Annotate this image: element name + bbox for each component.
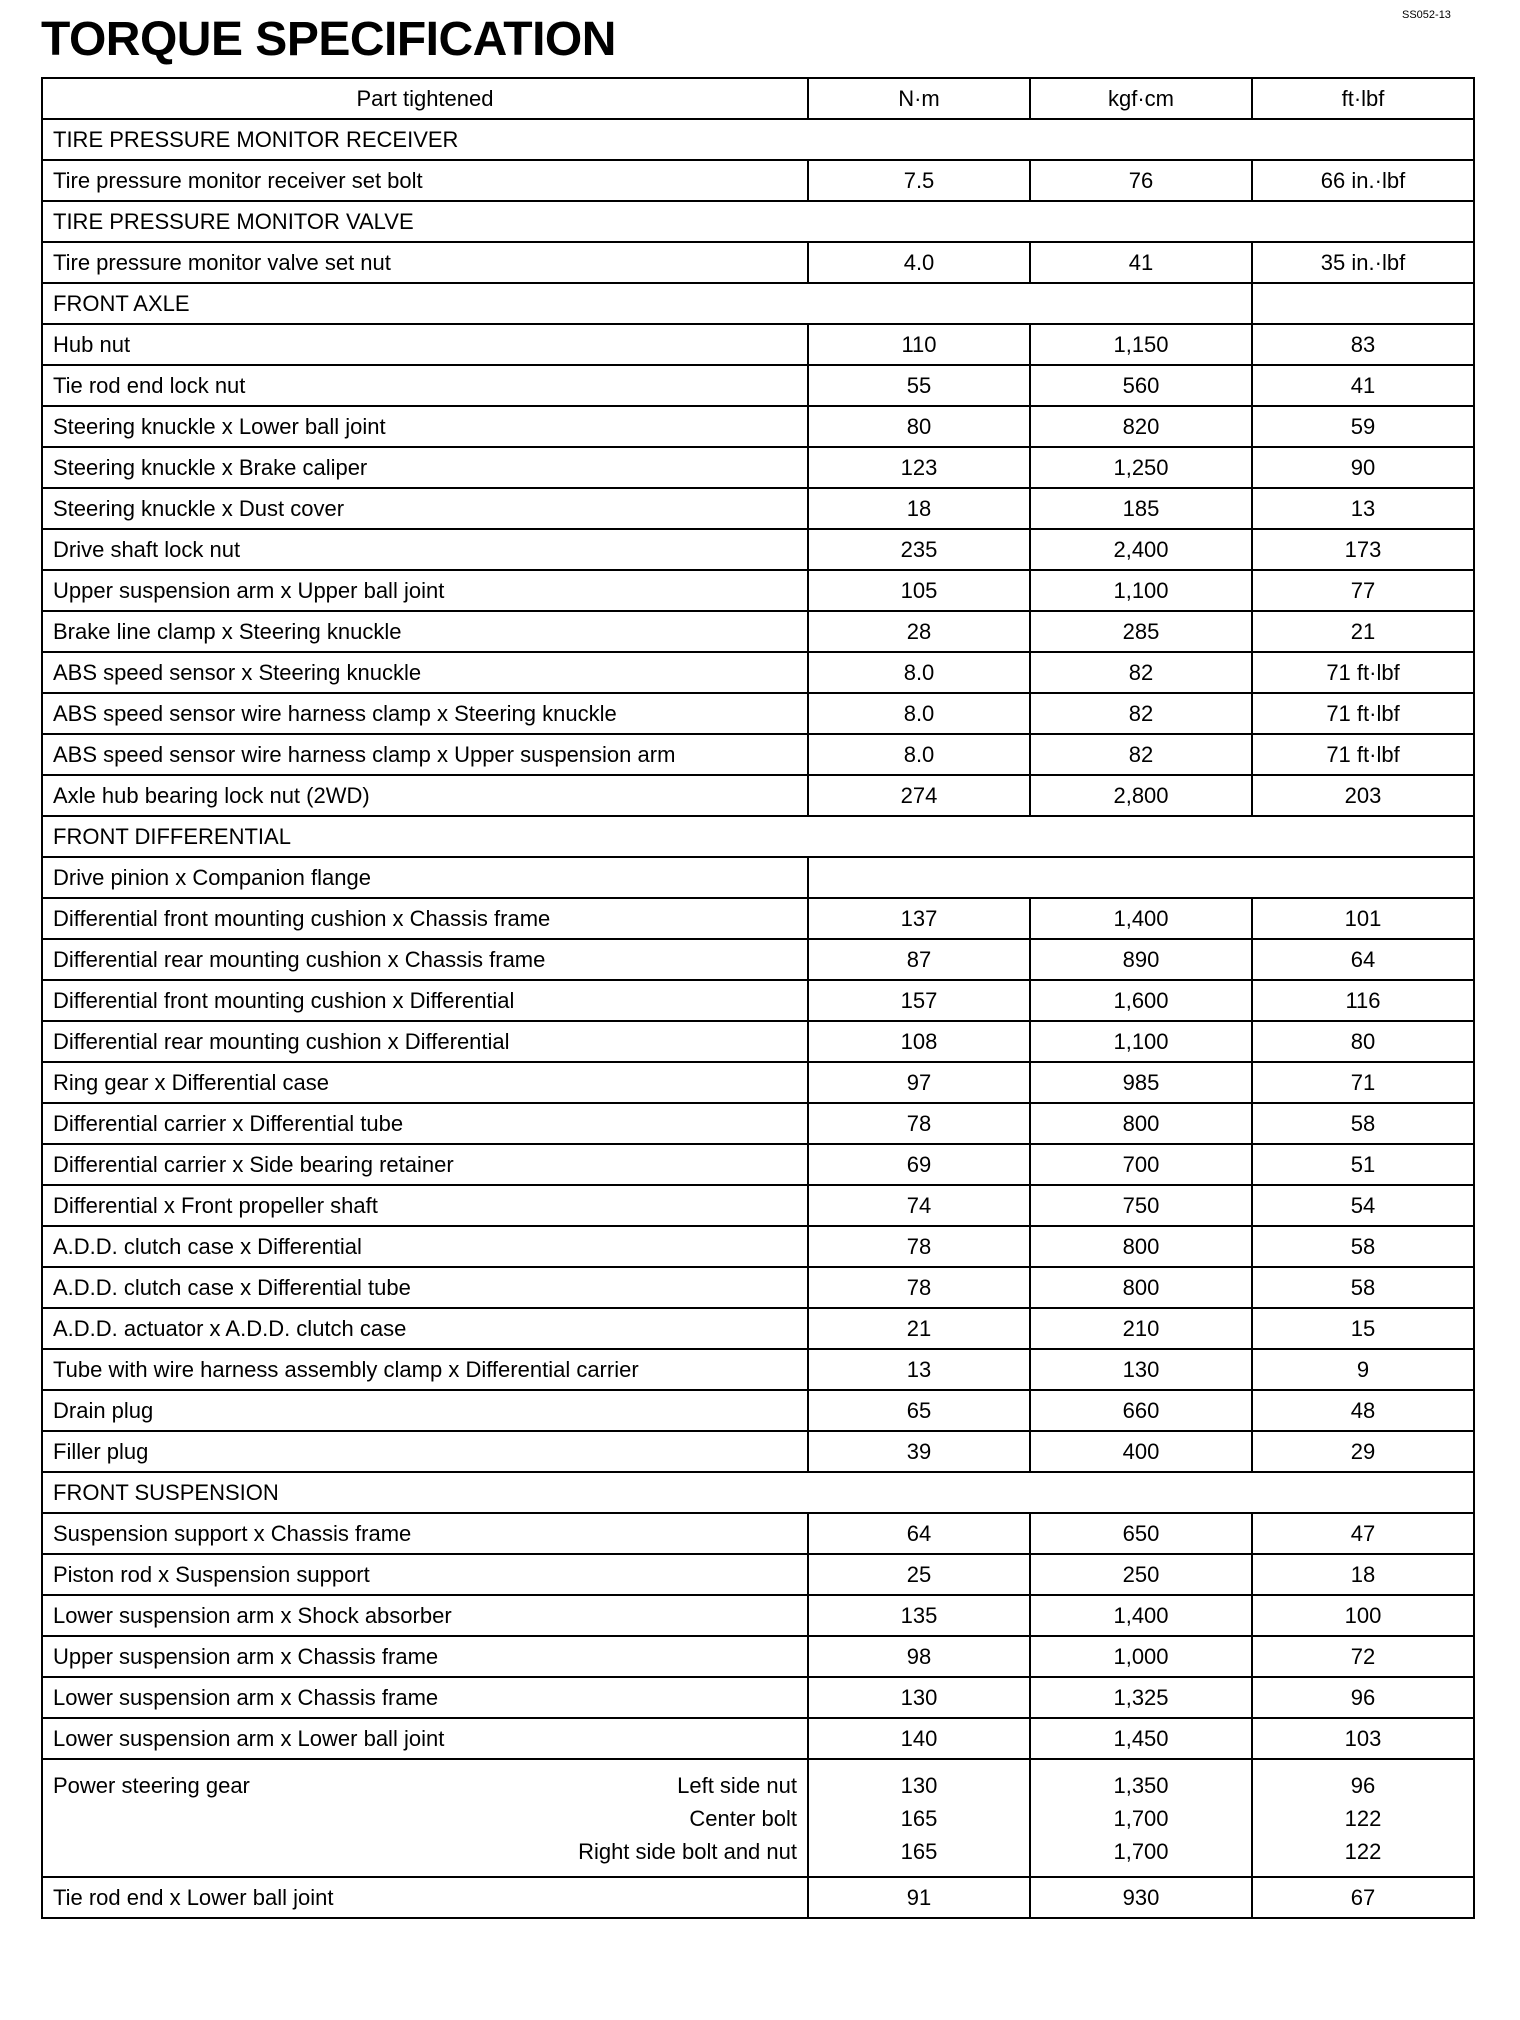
kgfcm-cell: 1,150 [1030, 324, 1252, 365]
power-steering-row [42, 1759, 1474, 1877]
table-row [42, 1718, 1474, 1759]
nm-cell: 123 [808, 447, 1030, 488]
table-row [42, 898, 1474, 939]
kgfcm-cell: 750 [1030, 1185, 1252, 1226]
ftlbf-value: 96 [1350, 1772, 1376, 1798]
nm-cell: 105 [808, 570, 1030, 611]
kgfcm-value: 1,350 [1113, 1772, 1169, 1798]
ftlbf-cell: 66 in.·lbf [1252, 160, 1474, 201]
part-cell: Steering knuckle x Lower ball joint [42, 406, 808, 447]
part-cell: Differential rear mounting cushion x Chassis frame [42, 939, 808, 980]
table-row [42, 406, 1474, 447]
part-cell: A.D.D. actuator x A.D.D. clutch case [42, 1308, 808, 1349]
nm-cell: 18 [808, 488, 1030, 529]
ftlbf-cell: 21 [1252, 611, 1474, 652]
ftlbf-cell: 103 [1252, 1718, 1474, 1759]
ftlbf-cell: 83 [1252, 324, 1474, 365]
ftlbf-cell: 80 [1252, 1021, 1474, 1062]
part-cell: Hub nut [42, 324, 808, 365]
section-row [42, 201, 1474, 242]
torque-spec-table [41, 77, 1475, 1919]
nm-cell: 110 [808, 324, 1030, 365]
part-cell: Differential front mounting cushion x Chassis frame [42, 898, 808, 939]
table-row [42, 775, 1474, 816]
table-row [42, 1636, 1474, 1677]
nm-cell: 25 [808, 1554, 1030, 1595]
page-code: SS052-13 [1402, 9, 1451, 21]
table-row [42, 1677, 1474, 1718]
nm-cell: 8.0 [808, 734, 1030, 775]
ftlbf-value: 122 [1344, 1805, 1382, 1831]
kgfcm-cell: 185 [1030, 488, 1252, 529]
section-title: FRONT AXLE [42, 283, 1252, 324]
nm-cell: 140 [808, 1718, 1030, 1759]
ftlbf-cell: 41 [1252, 365, 1474, 406]
table-row [42, 1877, 1474, 1918]
part-cell: Differential x Front propeller shaft [42, 1185, 808, 1226]
ftlbf-cell: 96 [1252, 1677, 1474, 1718]
nm-value: 165 [900, 1838, 938, 1864]
ftlbf-cell: 72 [1252, 1636, 1474, 1677]
table-row [42, 324, 1474, 365]
table-row [42, 857, 1474, 898]
part-cell: Lower suspension arm x Lower ball joint [42, 1718, 808, 1759]
kgfcm-cell: 800 [1030, 1267, 1252, 1308]
section-row [42, 1472, 1474, 1513]
part-cell: A.D.D. clutch case x Differential [42, 1226, 808, 1267]
sub-label-left-side-nut: Left side nut [677, 1772, 797, 1798]
ftlbf-cell: 101 [1252, 898, 1474, 939]
page-title: TORQUE SPECIFICATION [41, 13, 616, 66]
table-row [42, 1185, 1474, 1226]
kgfcm-value: 1,700 [1113, 1838, 1169, 1864]
part-cell: Tire pressure monitor valve set nut [42, 242, 808, 283]
ftlbf-cell [1252, 1759, 1474, 1877]
table-row [42, 1431, 1474, 1472]
part-cell: Differential rear mounting cushion x Differential [42, 1021, 808, 1062]
table-row [42, 365, 1474, 406]
ftlbf-cell: 67 [1252, 1877, 1474, 1918]
ftlbf-cell: 71 [1252, 1062, 1474, 1103]
table-row [42, 652, 1474, 693]
part-cell: ABS speed sensor wire harness clamp x Steering knuckle [42, 693, 808, 734]
nm-cell: 21 [808, 1308, 1030, 1349]
ftlbf-cell: 35 in.·lbf [1252, 242, 1474, 283]
part-cell: Differential carrier x Differential tube [42, 1103, 808, 1144]
table-row [42, 488, 1474, 529]
nm-cell: 8.0 [808, 693, 1030, 734]
empty-cell [1252, 283, 1474, 324]
table-row [42, 570, 1474, 611]
nm-cell: 274 [808, 775, 1030, 816]
power-steering-sublabels [578, 1769, 797, 1868]
part-cell: Upper suspension arm x Chassis frame [42, 1636, 808, 1677]
ftlbf-cell: 71 ft·lbf [1252, 652, 1474, 693]
ftlbf-cell: 58 [1252, 1103, 1474, 1144]
nm-cell: 64 [808, 1513, 1030, 1554]
nm-cell: 39 [808, 1431, 1030, 1472]
kgfcm-cell: 650 [1030, 1513, 1252, 1554]
nm-cell: 4.0 [808, 242, 1030, 283]
table-row [42, 1226, 1474, 1267]
column-header-part: Part tightened [42, 78, 808, 119]
kgfcm-cell: 41 [1030, 242, 1252, 283]
ftlbf-cell: 59 [1252, 406, 1474, 447]
table-row [42, 611, 1474, 652]
part-cell: Drive pinion x Companion flange [42, 857, 808, 898]
nm-cell: 157 [808, 980, 1030, 1021]
kgfcm-cell: 700 [1030, 1144, 1252, 1185]
ftlbf-cell: 100 [1252, 1595, 1474, 1636]
section-row [42, 816, 1474, 857]
kgfcm-cell: 285 [1030, 611, 1252, 652]
table-row [42, 1390, 1474, 1431]
kgfcm-cell: 985 [1030, 1062, 1252, 1103]
kgfcm-cell: 800 [1030, 1226, 1252, 1267]
table-row [42, 160, 1474, 201]
kgfcm-cell: 1,450 [1030, 1718, 1252, 1759]
table-row [42, 447, 1474, 488]
nm-cell: 80 [808, 406, 1030, 447]
kgfcm-cell: 800 [1030, 1103, 1252, 1144]
kgfcm-cell: 400 [1030, 1431, 1252, 1472]
ftlbf-cell: 15 [1252, 1308, 1474, 1349]
ftlbf-cell: 90 [1252, 447, 1474, 488]
ftlbf-cell: 77 [1252, 570, 1474, 611]
part-cell: Lower suspension arm x Chassis frame [42, 1677, 808, 1718]
nm-cell: 7.5 [808, 160, 1030, 201]
part-cell: Axle hub bearing lock nut (2WD) [42, 775, 808, 816]
ftlbf-cell: 51 [1252, 1144, 1474, 1185]
table-row [42, 693, 1474, 734]
nm-cell: 78 [808, 1103, 1030, 1144]
nm-cell: 130 [808, 1677, 1030, 1718]
kgfcm-cell: 2,400 [1030, 529, 1252, 570]
nm-value: 130 [900, 1772, 938, 1798]
table-row [42, 734, 1474, 775]
kgfcm-cell [1030, 1759, 1252, 1877]
ftlbf-cell: 58 [1252, 1226, 1474, 1267]
part-cell: Steering knuckle x Dust cover [42, 488, 808, 529]
ftlbf-cell: 29 [1252, 1431, 1474, 1472]
ftlbf-cell: 71 ft·lbf [1252, 693, 1474, 734]
table-row [42, 242, 1474, 283]
table-row [42, 1144, 1474, 1185]
table-row [42, 1308, 1474, 1349]
kgfcm-cell: 1,100 [1030, 570, 1252, 611]
kgfcm-cell: 1,250 [1030, 447, 1252, 488]
ftlbf-cell: 18 [1252, 1554, 1474, 1595]
part-cell: Differential front mounting cushion x Differential [42, 980, 808, 1021]
ftlbf-cell: 173 [1252, 529, 1474, 570]
ftlbf-cell: 48 [1252, 1390, 1474, 1431]
part-cell: Steering knuckle x Brake caliper [42, 447, 808, 488]
part-cell: A.D.D. clutch case x Differential tube [42, 1267, 808, 1308]
ftlbf-cell: 58 [1252, 1267, 1474, 1308]
table-row [42, 1513, 1474, 1554]
ftlbf-cell: 116 [1252, 980, 1474, 1021]
header-row [42, 78, 1474, 119]
nm-cell: 65 [808, 1390, 1030, 1431]
section-title: FRONT SUSPENSION [42, 1472, 1474, 1513]
ftlbf-cell: 203 [1252, 775, 1474, 816]
part-cell: Drain plug [42, 1390, 808, 1431]
table-row [42, 1103, 1474, 1144]
kgfcm-cell: 1,100 [1030, 1021, 1252, 1062]
part-cell: Upper suspension arm x Upper ball joint [42, 570, 808, 611]
nm-cell: 74 [808, 1185, 1030, 1226]
power-steering-part [53, 1769, 797, 1868]
ftlbf-value: 122 [1344, 1838, 1382, 1864]
nm-cell: 98 [808, 1636, 1030, 1677]
table-row [42, 1267, 1474, 1308]
nm-cell: 8.0 [808, 652, 1030, 693]
nm-cell: 137 [808, 898, 1030, 939]
column-header-nm: N·m [808, 78, 1030, 119]
part-cell: Lower suspension arm x Shock absorber [42, 1595, 808, 1636]
nm-cell: 69 [808, 1144, 1030, 1185]
ftlbf-cell: 54 [1252, 1185, 1474, 1226]
nm-cell: 78 [808, 1267, 1030, 1308]
kgfcm-cell: 560 [1030, 365, 1252, 406]
part-cell: Piston rod x Suspension support [42, 1554, 808, 1595]
ftlbf-cell: 71 ft·lbf [1252, 734, 1474, 775]
nm-cell: 235 [808, 529, 1030, 570]
kgfcm-cell: 250 [1030, 1554, 1252, 1595]
table-row [42, 1595, 1474, 1636]
ftlbf-cell: 13 [1252, 488, 1474, 529]
kgfcm-cell: 210 [1030, 1308, 1252, 1349]
nm-cell: 135 [808, 1595, 1030, 1636]
sub-label-center-bolt: Center bolt [689, 1805, 797, 1831]
part-cell: Ring gear x Differential case [42, 1062, 808, 1103]
nm-cell: 13 [808, 1349, 1030, 1390]
part-cell: Differential carrier x Side bearing retainer [42, 1144, 808, 1185]
kgfcm-cell: 82 [1030, 652, 1252, 693]
kgfcm-cell: 660 [1030, 1390, 1252, 1431]
section-title: TIRE PRESSURE MONITOR RECEIVER [42, 119, 1474, 160]
part-cell: Tie rod end lock nut [42, 365, 808, 406]
table-row [42, 980, 1474, 1021]
part-cell: ABS speed sensor wire harness clamp x Upper suspension arm [42, 734, 808, 775]
nm-value: 165 [900, 1805, 938, 1831]
empty-cell [808, 857, 1474, 898]
part-cell: Filler plug [42, 1431, 808, 1472]
section-title: FRONT DIFFERENTIAL [42, 816, 1474, 857]
kgfcm-cell: 930 [1030, 1877, 1252, 1918]
kgfcm-cell: 82 [1030, 693, 1252, 734]
table-row [42, 939, 1474, 980]
kgfcm-cell: 82 [1030, 734, 1252, 775]
part-cell: Tire pressure monitor receiver set bolt [42, 160, 808, 201]
table-row [42, 1021, 1474, 1062]
part-cell: ABS speed sensor x Steering knuckle [42, 652, 808, 693]
nm-cell: 97 [808, 1062, 1030, 1103]
sub-label-right-side-bolt-and-nut: Right side bolt and nut [578, 1838, 797, 1864]
nm-cell: 108 [808, 1021, 1030, 1062]
kgfcm-cell: 2,800 [1030, 775, 1252, 816]
part-cell: Brake line clamp x Steering knuckle [42, 611, 808, 652]
kgfcm-value: 1,700 [1113, 1805, 1169, 1831]
part-cell: Tie rod end x Lower ball joint [42, 1877, 808, 1918]
kgfcm-cell: 1,325 [1030, 1677, 1252, 1718]
kgfcm-cell: 820 [1030, 406, 1252, 447]
power-steering-label: Power steering gear [53, 1772, 250, 1798]
kgfcm-cell: 76 [1030, 160, 1252, 201]
part-cell: Drive shaft lock nut [42, 529, 808, 570]
section-title: TIRE PRESSURE MONITOR VALVE [42, 201, 1474, 242]
column-header-ftlbf: ft·lbf [1252, 78, 1474, 119]
kgfcm-cell: 1,000 [1030, 1636, 1252, 1677]
nm-cell: 87 [808, 939, 1030, 980]
kgfcm-cell: 130 [1030, 1349, 1252, 1390]
nm-cell: 91 [808, 1877, 1030, 1918]
kgfcm-cell: 1,600 [1030, 980, 1252, 1021]
table-row [42, 529, 1474, 570]
kgfcm-cell: 890 [1030, 939, 1252, 980]
nm-cell [808, 1759, 1030, 1877]
ftlbf-cell: 9 [1252, 1349, 1474, 1390]
column-header-kgfcm: kgf·cm [1030, 78, 1252, 119]
ftlbf-cell: 47 [1252, 1513, 1474, 1554]
table-row [42, 1554, 1474, 1595]
table-row [42, 1349, 1474, 1390]
nm-cell: 78 [808, 1226, 1030, 1267]
section-row [42, 119, 1474, 160]
nm-cell: 28 [808, 611, 1030, 652]
part-cell: Suspension support x Chassis frame [42, 1513, 808, 1554]
nm-cell: 55 [808, 365, 1030, 406]
part-cell: Tube with wire harness assembly clamp x Differential carrier [42, 1349, 808, 1390]
ftlbf-cell: 64 [1252, 939, 1474, 980]
kgfcm-cell: 1,400 [1030, 898, 1252, 939]
kgfcm-cell: 1,400 [1030, 1595, 1252, 1636]
section-row [42, 283, 1474, 324]
table-row [42, 1062, 1474, 1103]
part-cell [42, 1759, 808, 1877]
